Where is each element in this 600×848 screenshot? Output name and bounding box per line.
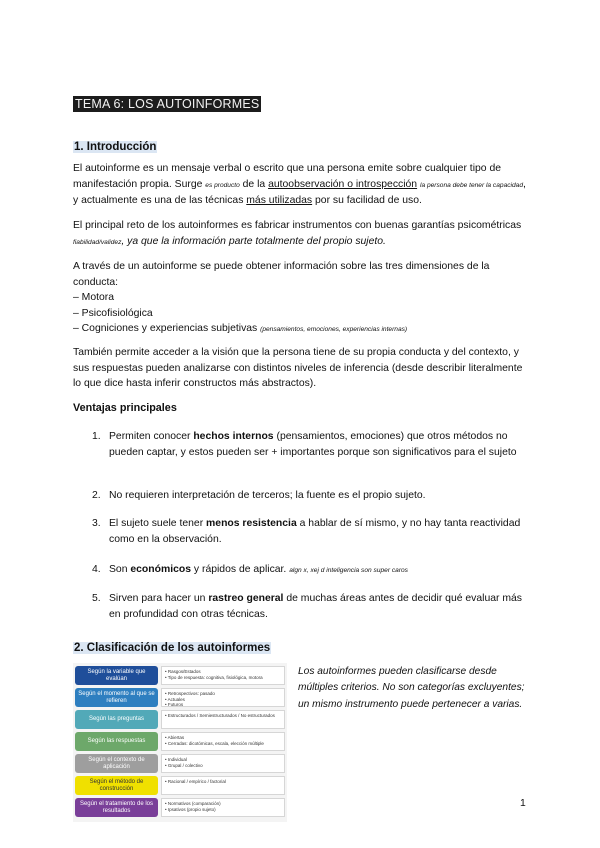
handwritten-note: es producto xyxy=(205,181,240,189)
text-run: de muchas áreas antes de decidir qué evaluar más en profundidad con otras técnicas. xyxy=(109,593,522,620)
intro-paragraph xyxy=(73,161,531,209)
bold-term: económicos xyxy=(130,564,192,575)
figure-description: • Estructurados / Semiestructurados / No estructurados xyxy=(161,710,285,729)
bold-term: rastreo general xyxy=(208,593,284,604)
vision-paragraph: También permite acceder a la visión que la persona tiene de su propia conducta y del contexto, y sus respuestas pueden analizarse con distintos niveles de inferencia (desde describir literalmente lo que dice hasta inferir constructos más abstractos). xyxy=(73,347,523,389)
section-2-heading xyxy=(73,638,271,656)
figure-description: • Racional / empírico / factorial xyxy=(161,776,285,795)
text-run: a hablar de sí mismo, y no hay tanta reactividad como en la observación. xyxy=(109,518,521,545)
text-run: Son xyxy=(109,564,131,575)
bold-term: hechos internos xyxy=(193,431,274,442)
text-run: de la xyxy=(239,178,269,190)
figure-label: Según la variable que evalúan xyxy=(75,666,158,685)
text-run: Permiten conocer xyxy=(109,431,194,442)
underlined-term: más utilizadas xyxy=(246,195,313,206)
underlined-term: autoobservación o introspección xyxy=(268,178,418,190)
figure-label: Según el método de construcción xyxy=(75,776,158,795)
list-item xyxy=(92,562,532,578)
figure-row xyxy=(75,776,285,795)
text-run: El autoinforme es un mensaje verbal o escrito que una persona emite sobre cualquier tipo de manifestación propia. Surge xyxy=(73,163,501,190)
text-run: (pensamientos, emociones) que otros métodos no pueden captar, y estos pueden ser + importantes porque son significativos para el sujeto xyxy=(109,431,517,458)
list-number: 1. xyxy=(92,431,101,442)
page-number: 1 xyxy=(520,798,526,809)
figure-description: • Normativos (comparación) • Ipsativos (propio sujeto) xyxy=(161,798,285,817)
section-2-heading-text: 2. Clasificación de los autoinformes xyxy=(74,642,271,654)
list-item xyxy=(92,591,532,623)
figure-description: • Retrospectivos: pasado • Actuales • Futuros xyxy=(161,688,285,707)
classification-note: Los autoinformes pueden clasificarse desde múltiples criterios. No son categorías excluyentes; un mismo instrumento puede pertenecer a varias. xyxy=(298,666,525,710)
reto-paragraph xyxy=(73,218,531,250)
list-number: 4. xyxy=(92,564,101,575)
text-run: , y actualmente es una de las técnicas xyxy=(73,178,526,206)
figure-row xyxy=(75,710,285,729)
text-run: No requieren interpretación de terceros; la fuente es el propio sujeto. xyxy=(109,490,426,501)
text-run: El principal reto de los autoinformes es fabricar instrumentos con buenas garantías psicométricas xyxy=(73,220,522,231)
figure-label: Según las preguntas xyxy=(75,710,158,729)
list-item xyxy=(92,488,532,504)
figure-row xyxy=(75,732,285,751)
figure-label: Según las respuestas xyxy=(75,732,158,751)
ventajas-heading: Ventajas principales xyxy=(73,402,177,414)
figure-description: • Abiertas • Cerradas: dicotómicas, escala, elección múltiple xyxy=(161,732,285,751)
classification-figure xyxy=(73,663,287,822)
list-item xyxy=(92,429,532,476)
figure-description: • Rasgos/Estados • Tipo de respuesta: cognitiva, fisiológica, motora xyxy=(161,666,285,685)
dimensions-paragraph xyxy=(73,259,531,338)
handwritten-note: (pensamientos, emociones, experiencias internas) xyxy=(260,326,408,333)
text-run: Sirven para hacer un xyxy=(109,593,209,604)
handwritten-note: fiabilidad/validez xyxy=(73,238,122,246)
dimension-item: – Motora xyxy=(73,292,115,303)
figure-row xyxy=(75,754,285,773)
list-item xyxy=(92,516,532,548)
text-run: El sujeto suele tener xyxy=(109,518,207,529)
figure-label: Según el tratamiento de los resultados xyxy=(75,798,158,817)
list-number: 5. xyxy=(92,593,101,604)
dimensions-intro: A través de un autoinforme se puede obtener información sobre las tres dimensiones de la conducta: xyxy=(73,261,490,288)
document-title: TEMA 6: LOS AUTOINFORMES xyxy=(75,97,260,111)
section-1-heading xyxy=(73,137,157,155)
figure-row xyxy=(75,798,285,817)
figure-label: Según el momento al que se refieren xyxy=(75,688,158,707)
bold-term: menos resistencia xyxy=(206,518,297,529)
figure-label: Según el contexto de aplicación xyxy=(75,754,158,773)
section-1-heading-text: 1. Introducción xyxy=(74,141,157,153)
dimension-item xyxy=(73,321,531,338)
text-run: y rápidos de aplicar. xyxy=(191,564,290,575)
list-number: 2. xyxy=(92,490,101,501)
italic-text: , ya que la información parte totalmente del propio sujeto. xyxy=(121,235,386,247)
handwritten-note: la persona debe tener la capacidad xyxy=(419,181,523,189)
handwritten-note: algn x, xej d inteligencia son super caros xyxy=(289,567,408,574)
text-run: – Cogniciones y experiencias subjetivas xyxy=(73,323,261,334)
figure-row xyxy=(75,666,285,685)
list-number: 3. xyxy=(92,518,101,529)
text-run: por su facilidad de uso. xyxy=(312,195,422,206)
figure-description: • Individual • Grupal / colectivo xyxy=(161,754,285,773)
dimension-item: – Psicofisiológica xyxy=(73,307,153,319)
figure-row xyxy=(75,688,285,707)
